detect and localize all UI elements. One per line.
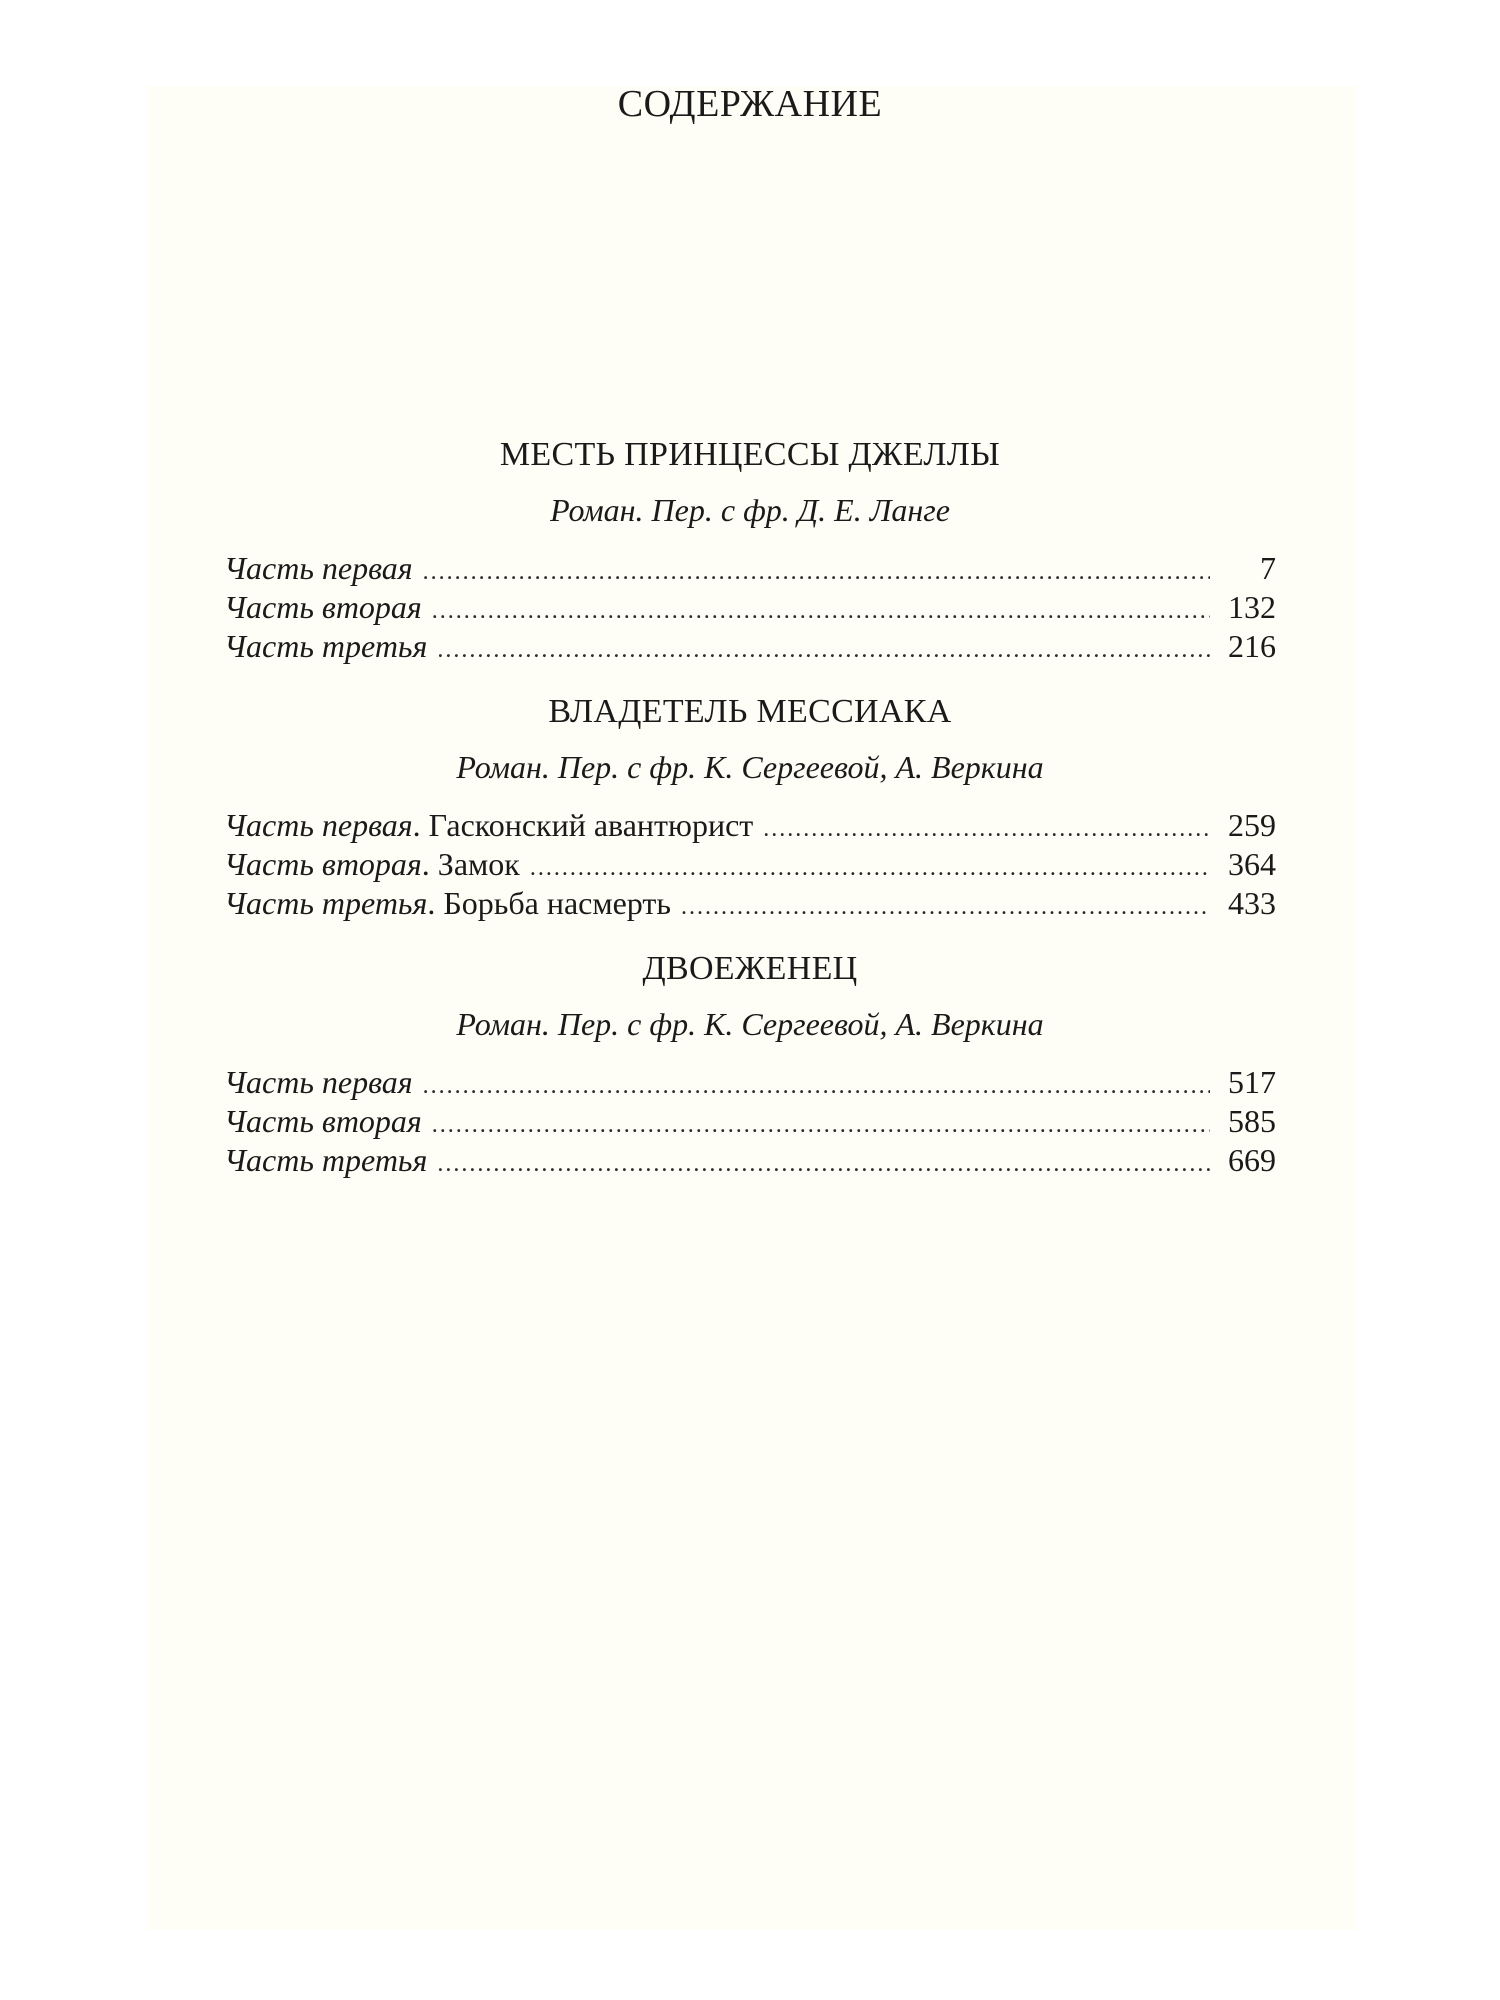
toc-entry-label	[224, 845, 520, 884]
toc-entry[interactable]	[224, 627, 1276, 666]
part-name: Часть первая	[224, 807, 413, 843]
toc-entry[interactable]	[224, 1141, 1276, 1180]
dot-leader	[681, 888, 1210, 927]
toc-list	[224, 549, 1276, 666]
part-name: Часть третья	[224, 885, 428, 921]
toc-entry-label	[224, 627, 427, 666]
dot-leader	[432, 1106, 1210, 1145]
chapter-name: Борьба насмерть	[443, 885, 671, 921]
dot-leader	[437, 631, 1210, 670]
page-number: 259	[1228, 807, 1276, 843]
toc-section	[224, 435, 1276, 666]
toc-entry[interactable]	[224, 1063, 1276, 1102]
toc-entry-label	[224, 1102, 422, 1141]
page-title: СОДЕРЖАНИЕ	[617, 83, 883, 125]
dot-leader	[530, 849, 1210, 888]
page-number: 7	[1260, 550, 1276, 586]
dot-leader	[423, 553, 1210, 592]
part-separator: .	[427, 885, 444, 921]
work-title: МЕСТЬ ПРИНЦЕССЫ ДЖЕЛЛЫ	[499, 436, 1001, 473]
page-number: 669	[1228, 1142, 1276, 1178]
toc-entry[interactable]	[224, 884, 1276, 923]
page-number: 132	[1228, 589, 1276, 625]
part-name: Часть первая	[224, 1064, 413, 1100]
part-name: Часть вторая	[224, 846, 422, 882]
part-separator: .	[421, 846, 438, 882]
part-name: Часть вторая	[224, 589, 422, 625]
page-number: 517	[1228, 1064, 1276, 1100]
dot-leader	[423, 1067, 1210, 1106]
work-title: ДВОЕЖЕНЕЦ	[642, 950, 858, 987]
work-subtitle: Роман. Пер. с фр. Д. Е. Ланге	[550, 492, 950, 528]
toc-entry-label	[224, 806, 753, 845]
work-title: ВЛАДЕТЕЛЬ МЕССИАКА	[548, 693, 952, 730]
page-number: 585	[1228, 1103, 1276, 1139]
toc-entry-label	[224, 1063, 413, 1102]
dot-leader	[763, 810, 1210, 849]
toc-entry[interactable]	[224, 806, 1276, 845]
page-number: 216	[1228, 628, 1276, 664]
page-number: 364	[1228, 846, 1276, 882]
dot-leader	[432, 592, 1210, 631]
part-separator: .	[412, 807, 429, 843]
toc-entry[interactable]	[224, 1102, 1276, 1141]
part-name: Часть первая	[224, 550, 413, 586]
toc-section	[224, 692, 1276, 923]
part-name: Часть третья	[224, 1142, 428, 1178]
chapter-name: Замок	[437, 846, 520, 882]
table-of-contents	[224, 435, 1276, 1206]
work-subtitle: Роман. Пер. с фр. К. Сергеевой, А. Веркина	[456, 1006, 1044, 1042]
dot-leader	[437, 1145, 1210, 1184]
toc-list	[224, 1063, 1276, 1180]
toc-entry[interactable]	[224, 588, 1276, 627]
toc-entry-label	[224, 549, 413, 588]
toc-entry-label	[224, 884, 671, 923]
toc-section	[224, 949, 1276, 1180]
part-name: Часть вторая	[224, 1103, 422, 1139]
toc-list	[224, 806, 1276, 923]
toc-entry[interactable]	[224, 845, 1276, 884]
toc-entry[interactable]	[224, 549, 1276, 588]
chapter-name: Гасконский авантюрист	[428, 807, 754, 843]
part-name: Часть третья	[224, 628, 428, 664]
work-subtitle: Роман. Пер. с фр. К. Сергеевой, А. Веркина	[456, 749, 1044, 785]
toc-entry-label	[224, 588, 422, 627]
toc-entry-label	[224, 1141, 427, 1180]
page-number: 433	[1228, 885, 1276, 921]
